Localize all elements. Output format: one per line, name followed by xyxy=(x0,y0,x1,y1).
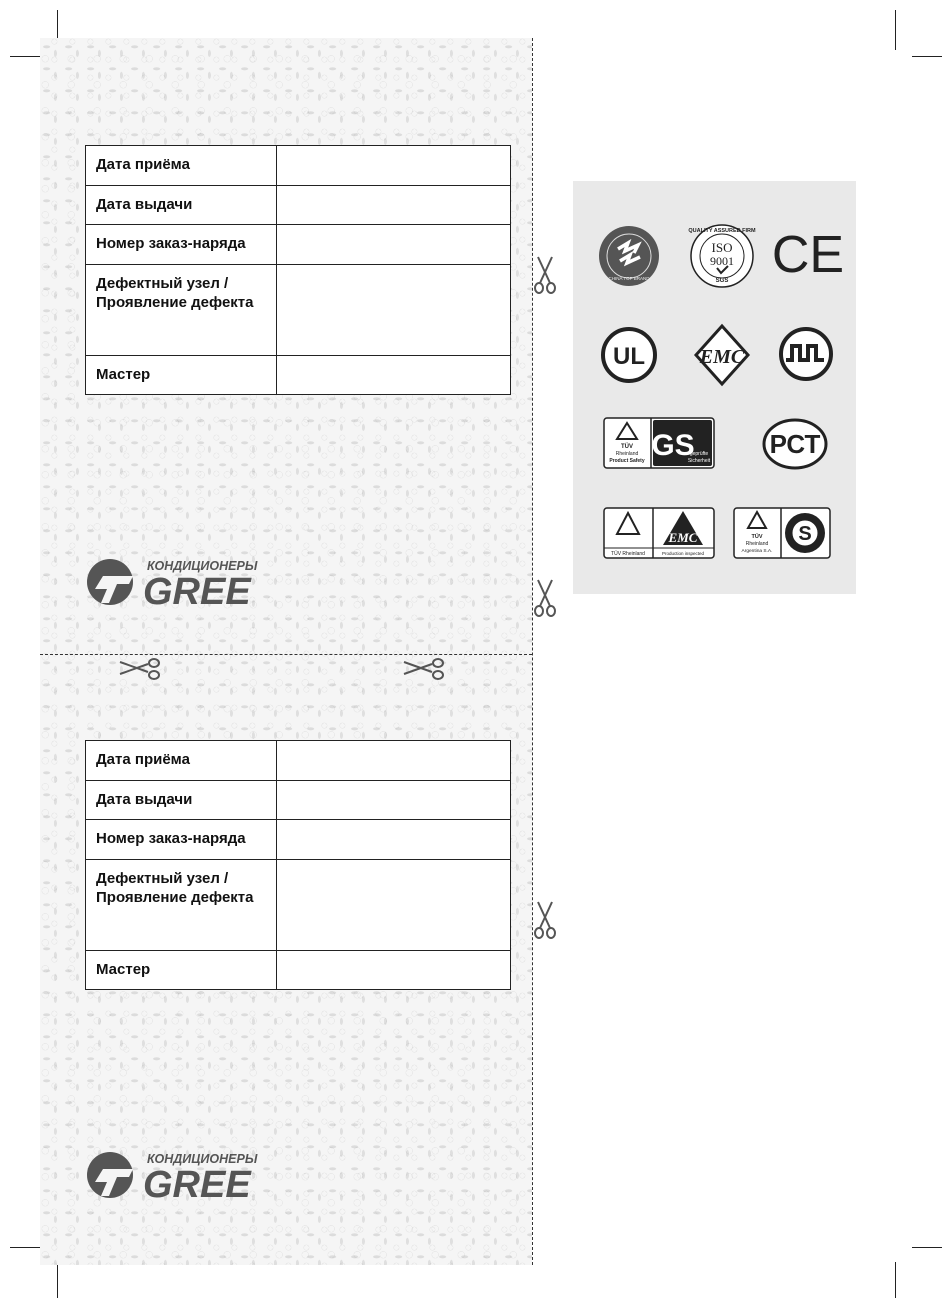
form-label-defect: Дефектный узел / Проявление дефекта xyxy=(86,265,277,356)
form-field-issue-date[interactable] xyxy=(277,186,511,225)
horizontal-cut-line xyxy=(40,654,532,655)
svg-text:Production inspected: Production inspected xyxy=(661,551,705,556)
logo-tagline: КОНДИЦИОНЕРЫ xyxy=(147,559,258,573)
form-label-receive-date: Дата приёма xyxy=(86,146,277,186)
scissors-icon xyxy=(118,656,162,682)
crop-mark xyxy=(10,56,40,57)
svg-text:EMC: EMC xyxy=(699,346,745,368)
form-field-order-number[interactable] xyxy=(277,225,511,265)
form-label-receive-date: Дата приёма xyxy=(86,741,277,781)
form-field-order-number[interactable] xyxy=(277,820,511,860)
form-field-defect[interactable] xyxy=(277,860,511,951)
emc-mark-icon xyxy=(694,324,750,386)
scissors-icon xyxy=(530,255,560,295)
form-field-issue-date[interactable] xyxy=(277,781,511,820)
scissors-icon xyxy=(530,578,560,618)
svg-text:Rheinland: Rheinland xyxy=(745,541,769,547)
svg-text:GS: GS xyxy=(651,429,695,462)
svg-text:9001: 9001 xyxy=(710,254,734,268)
gree-logo xyxy=(85,557,300,613)
svg-text:CHINA TOP BRAND: CHINA TOP BRAND xyxy=(608,276,650,281)
crop-mark xyxy=(895,10,896,50)
form-field-receive-date[interactable] xyxy=(277,741,511,781)
rst-mark-icon xyxy=(761,417,833,471)
svg-text:S: S xyxy=(798,523,812,545)
form-field-defect[interactable] xyxy=(277,265,511,356)
tuv-argentina-s-mark-icon xyxy=(733,507,831,559)
certification-panel xyxy=(573,181,856,594)
svg-text:SGS: SGS xyxy=(715,278,729,284)
form-label-defect: Дефектный узел / Проявление дефекта xyxy=(86,860,277,951)
svg-text:TÜV: TÜV xyxy=(621,444,633,450)
iso-9001-seal-icon xyxy=(689,223,755,289)
form-label-issue-date: Дата выдачи xyxy=(86,186,277,225)
crop-mark xyxy=(912,1247,942,1248)
vertical-cut-line xyxy=(532,38,533,1265)
form-label-issue-date: Дата выдачи xyxy=(86,781,277,820)
svg-text:QUALITY ASSURED FIRM: QUALITY ASSURED FIRM xyxy=(688,228,756,234)
svg-text:Rheinland: Rheinland xyxy=(615,451,639,457)
scissors-icon xyxy=(530,900,560,940)
svg-text:Product Safety: Product Safety xyxy=(609,458,645,464)
svg-text:TÜV: TÜV xyxy=(751,534,763,540)
form-field-receive-date[interactable] xyxy=(277,146,511,186)
ce-mark-icon xyxy=(771,226,845,284)
svg-text:Sicherheit: Sicherheit xyxy=(687,458,711,464)
svg-text:EMC: EMC xyxy=(668,530,698,545)
tuv-emc-mark-icon xyxy=(603,507,715,559)
form-label-master: Мастер xyxy=(86,951,277,990)
form-label-master: Мастер xyxy=(86,356,277,395)
tuv-gs-mark-icon xyxy=(603,417,715,469)
gree-logo xyxy=(85,1150,300,1206)
svg-text:CE: CE xyxy=(771,226,845,284)
service-form-1 xyxy=(85,145,511,395)
form-label-order-number: Номер заказ-наряда xyxy=(86,225,277,265)
logo-tagline: КОНДИЦИОНЕРЫ xyxy=(147,1152,258,1166)
form-field-master[interactable] xyxy=(277,356,511,395)
svg-text:Argentina S.A.: Argentina S.A. xyxy=(741,549,773,554)
crop-mark xyxy=(57,1262,58,1298)
form-field-master[interactable] xyxy=(277,951,511,990)
crop-mark xyxy=(10,1247,40,1248)
logo-brand: GREE xyxy=(143,571,251,613)
scissors-icon xyxy=(402,656,446,682)
ul-mark-icon xyxy=(600,326,658,384)
svg-text:UL: UL xyxy=(613,343,645,370)
china-top-brand-seal-icon xyxy=(598,225,660,287)
form-label-order-number: Номер заказ-наряда xyxy=(86,820,277,860)
logo-brand: GREE xyxy=(143,1164,251,1206)
svg-text:РСТ: РСТ xyxy=(769,429,821,459)
svg-text:geprüfte: geprüfte xyxy=(689,451,709,457)
crop-mark xyxy=(912,56,942,57)
svg-text:ISO: ISO xyxy=(711,240,733,255)
crop-mark xyxy=(895,1262,896,1298)
pulse-circle-mark-icon xyxy=(778,326,834,382)
svg-text:TÜV Rheinland: TÜV Rheinland xyxy=(611,551,645,557)
service-form-2 xyxy=(85,740,511,990)
